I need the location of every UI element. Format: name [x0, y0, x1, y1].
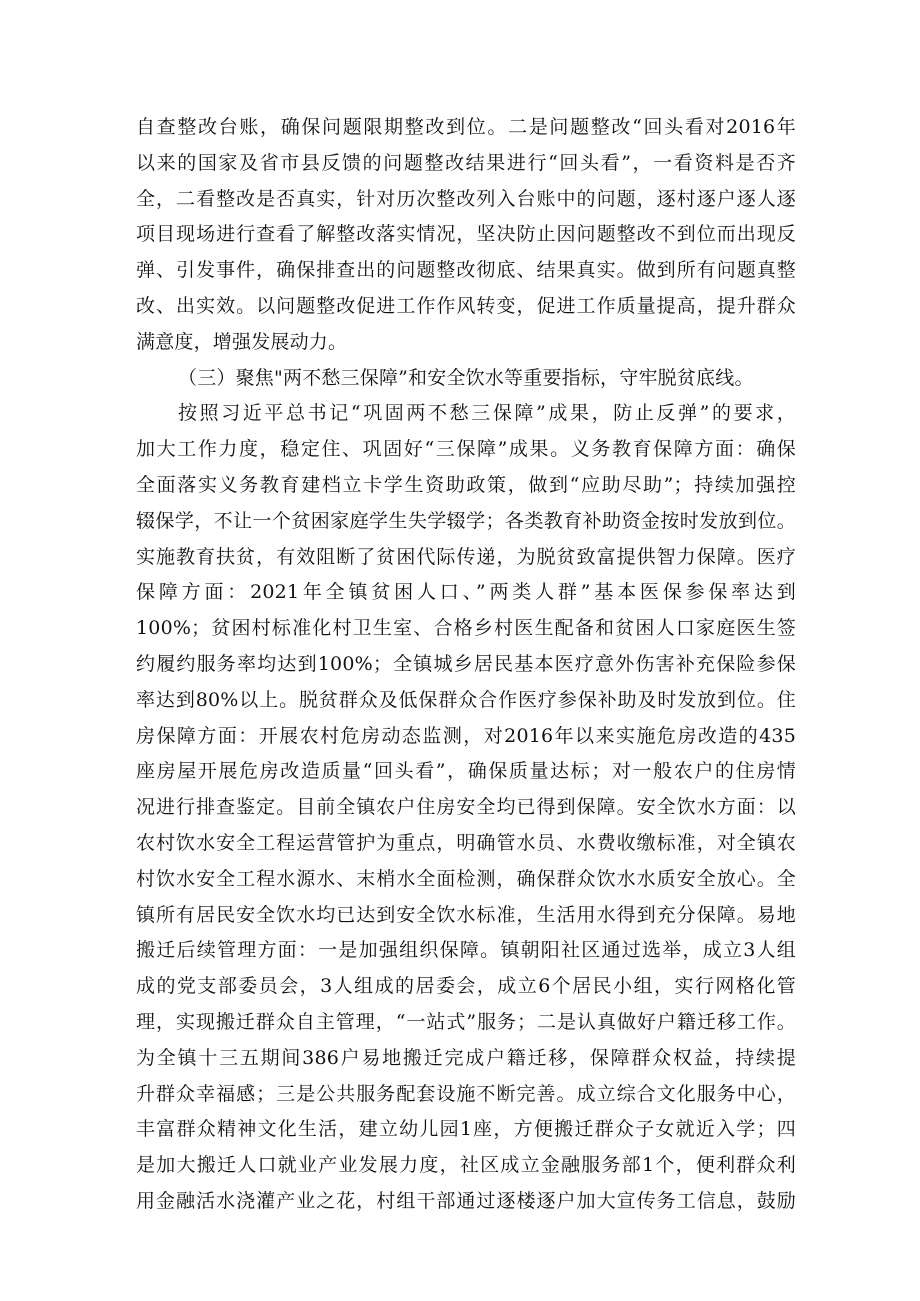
document-body: [136, 110, 796, 1220]
paragraph-line: 按照习近平总书记“巩固两不愁三保障”成果，防止反弹”的要求，: [178, 402, 796, 425]
paragraph-line: 弹、引发事件，确保排查出的问题整改彻底、结果真实。做到所有问题真整: [136, 259, 796, 282]
paragraph-line: 自查整改台账，确保问题限期整改到位。二是问题整改“回头看对2016年: [136, 116, 796, 138]
paragraph-line: 率达到80%以上。脱贫群众及低保群众合作医疗参保补助及时发放到位。住: [136, 688, 796, 711]
section-heading: （三）聚焦"两不愁三保障”和安全饮水等重要指标，守牢脱贫底线。: [178, 366, 754, 389]
paragraph-line: 理，实现搬迁群众自主管理，“一站式”服务；二是认真做好户籍迁移工作。: [136, 1010, 796, 1033]
paragraph-line: 丰富群众精神文化生活，建立幼儿园1座，方便搬迁群众子女就近入学；四: [136, 1118, 796, 1141]
paragraph-line: 加大工作力度，稳定住、巩固好“三保障”成果。义务教育保障方面：确保: [136, 438, 796, 461]
paragraph-line: 是加大搬迁人口就业产业发展力度，社区成立金融服务部1个，便利群众利: [136, 1154, 796, 1177]
paragraph-line: 项目现场进行查看了解整改落实情况，坚决防止因问题整改不到位而出现反: [136, 223, 796, 246]
paragraph-line: 辍保学，不让一个贫困家庭学生失学辍学；各类教育补助资金按时发放到位。: [136, 509, 796, 532]
paragraph-line: 成的党支部委员会，3人组成的居委会，成立6个居民小组，实行网格化管: [136, 975, 796, 998]
paragraph-line: 100%；贫困村标准化村卫生室、合格乡村医生配备和贫困人口家庭医生签: [136, 617, 796, 640]
paragraph-line: 升群众幸福感；三是公共服务配套设施不断完善。成立综合文化服务中心，: [136, 1082, 796, 1105]
paragraph-line: 全，二看整改是否真实，针对历次整改列入台账中的问题，逐村逐户逐人逐: [136, 187, 796, 210]
paragraph-line: 镇所有居民安全饮水均已达到安全饮水标准，生活用水得到充分保障。易地: [136, 903, 796, 926]
paragraph-line: 约履约服务率均达到100%；全镇城乡居民基本医疗意外伤害补充保险参保: [136, 652, 796, 675]
paragraph-line: 改、出实效。以问题整改促进工作作风转变，促进工作质量提高，提升群众: [136, 294, 796, 317]
paragraph-line: 搬迁后续管理方面：一是加强组织保障。镇朝阳社区通过选举，成立3人组: [136, 939, 796, 962]
paragraph-line: 以来的国家及省市县反馈的问题整改结果进行“回头看”，一看资料是否齐: [136, 151, 796, 174]
paragraph-line: 房保障方面：开展农村危房动态监测，对2016年以来实施危房改造的435: [136, 724, 796, 747]
paragraph-line: 为全镇十三五期间386户易地搬迁完成户籍迁移，保障群众权益，持续提: [136, 1046, 796, 1069]
paragraph-line: 保障方面：2021年全镇贫困人口、”两类人群”基本医保参保率达到: [136, 581, 796, 604]
paragraph-line: 况进行排查鉴定。目前全镇农户住房安全均已得到保障。安全饮水方面：以: [136, 796, 796, 819]
paragraph-line: 村饮水安全工程水源水、末梢水全面检测，确保群众饮水水质安全放心。全: [136, 867, 796, 890]
paragraph-line: 用金融活水浇灌产业之花，村组干部通过逐楼逐户加大宣传务工信息，鼓励: [136, 1189, 796, 1212]
paragraph-line: 满意度，增强发展动力。: [136, 330, 348, 353]
paragraph-line: 农村饮水安全工程运营管护为重点，明确管水员、水费收缴标准，对全镇农: [136, 831, 796, 854]
paragraph-line: 实施教育扶贫，有效阻断了贫困代际传递，为脱贫致富提供智力保障。医疗: [136, 545, 796, 568]
paragraph-line: 全面落实义务教育建档立卡学生资助政策，做到“应助尽助”；持续加强控: [136, 473, 796, 496]
paragraph-line: 座房屋开展危房改造质量“回头看”，确保质量达标；对一般农户的住房情: [136, 760, 796, 783]
